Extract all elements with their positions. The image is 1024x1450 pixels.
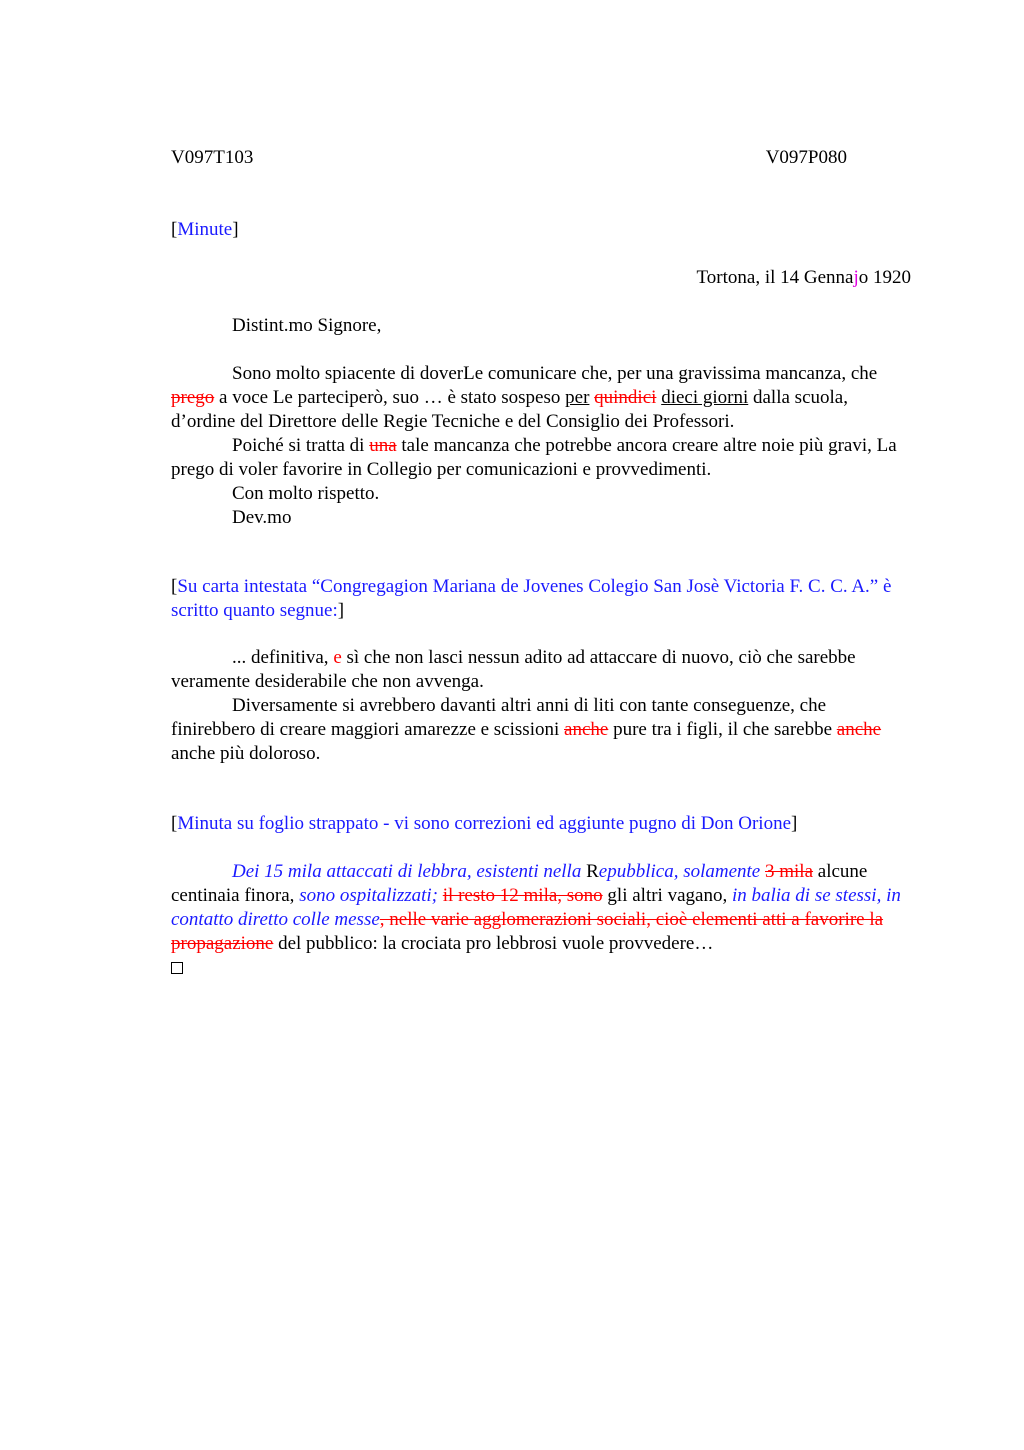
deleted-text: 3 mila <box>765 861 814 882</box>
deleted-text: una <box>369 435 397 456</box>
end-mark <box>171 956 911 981</box>
underlined-text: dieci giorni <box>661 387 749 408</box>
signature-line: Dev.mo <box>232 507 292 528</box>
date-correction: j <box>853 267 859 288</box>
section-label-letterhead: [Su carta intestata “Congregagion Mariana de Jovenes Colegio San Josè Victoria F. C. C. A.” è scritto quanto segnue:] <box>171 576 892 621</box>
deleted-text: , nelle varie agglomerazioni sociali, cioè elementi atti a favorire la propagazione <box>171 909 884 954</box>
code-left: V097T103 <box>171 147 254 168</box>
section-label-text: Minute <box>177 219 233 240</box>
section-label-text: Su carta intestata “Congregagion Mariana de Jovenes Colegio San Josè Victoria F. C. C. A.” è scritto quanto segnue: <box>171 576 892 621</box>
paragraph: Dei 15 mila attaccati di lebbra, esistenti nella Repubblica, solamente 3 mila alcune centinaia finora, sono ospitalizzati; il resto 12 mila, sono gli altri vagano, in balia di se stessi, in contatto diretto colle messe, nelle varie agglomerazioni sociali, cioè elementi atti a favorire la propagazione del pubblico: la crociata pro lebbrosi vuole provvedere… <box>171 861 901 954</box>
section-label-minute: [Minute] <box>171 219 239 240</box>
deleted-text: prego <box>171 387 215 408</box>
code-right: V097P080 <box>765 147 847 168</box>
deleted-text: anche <box>564 719 609 740</box>
paragraph: Sono molto spiacente di doverLe comunicare che, per una gravissima mancanza, che prego a voce Le parteciperò, suo … è stato sospeso per quindici dieci giorni dalla scuola, d’ordine del Direttore delle Regie Tecniche e del Consiglio dei Professori. <box>171 363 878 432</box>
empty-square-icon <box>171 962 183 974</box>
deleted-text: e <box>333 647 342 668</box>
section-label-text: Minuta su foglio strappato - vi sono correzioni ed aggiunte pugno di Don Orione <box>177 813 792 834</box>
letter-body <box>171 362 911 530</box>
section-label-torn-sheet: [Minuta su foglio strappato - vi sono correzioni ed aggiunte pugno di Don Orione] <box>171 813 798 834</box>
paragraph: ... definitiva, e sì che non lasci nessun adito ad attaccare di nuovo, ciò che sarebbe veramente desiderabile che non avvenga. <box>171 647 856 692</box>
fragment-body <box>171 646 911 766</box>
deleted-text: quindici <box>594 387 657 408</box>
paragraph: Diversamente si avrebbero davanti altri anni di liti con tante conseguenze, che finirebbero di creare maggiori amarezze e scissioni anche pure tra i figli, il che sarebbe anche anche più doloroso. <box>171 695 882 764</box>
letter-date <box>171 266 930 290</box>
deleted-text: il resto 12 mila, sono <box>442 885 603 906</box>
closing-line: Con molto rispetto. <box>232 483 380 504</box>
paragraph: Poiché si tratta di una tale mancanza che potrebbe ancora creare altre noie più gravi, La prego di voler favorire in Collegio per comunicazioni e provvedimenti. <box>171 435 897 480</box>
underlined-text: per <box>565 387 590 408</box>
document-codes <box>171 146 847 170</box>
salutation: Distint.mo Signore, <box>232 315 382 336</box>
date-text-end: o 1920 <box>858 267 911 288</box>
date-text: Tortona, il 14 Genna <box>696 267 854 288</box>
deleted-text: anche <box>836 719 882 740</box>
draft-body <box>171 860 911 981</box>
